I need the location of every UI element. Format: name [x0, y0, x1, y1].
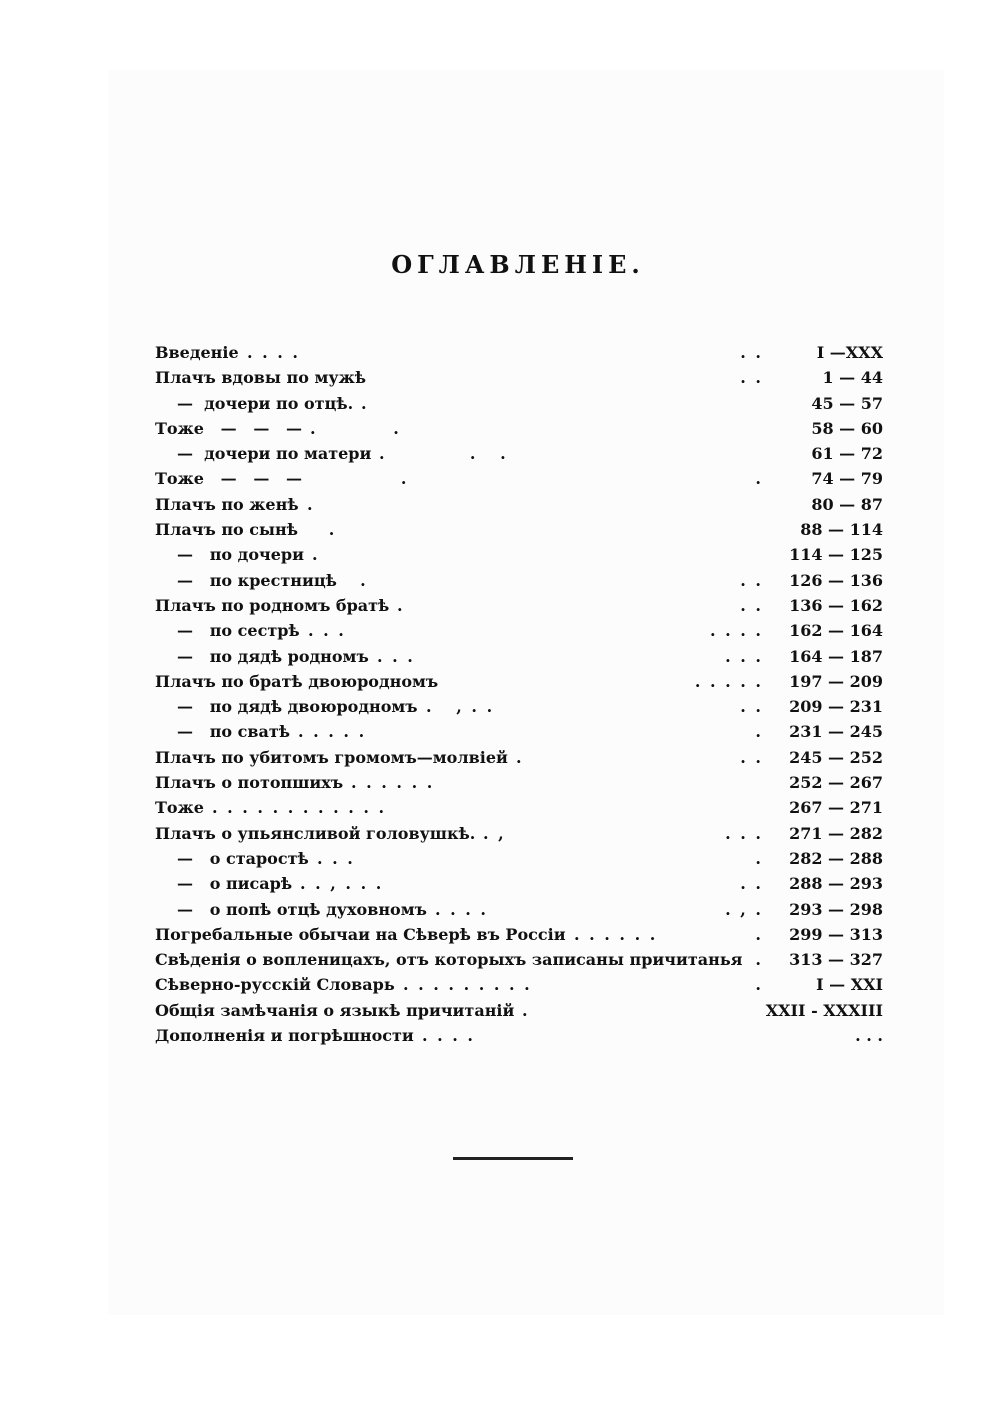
toc-leader-dots: . . . [317, 848, 355, 868]
toc-leader-dots: . . . [308, 621, 346, 641]
toc-entry-title: — по сестрѣ [177, 621, 300, 641]
toc-entry-title: Плачъ по родномъ братѣ [155, 595, 390, 615]
toc-entry-title: Плачъ по братѣ двоюродномъ [155, 671, 439, 691]
toc-entry-title: — по дочери [177, 545, 304, 565]
toc-row [155, 947, 883, 972]
toc-leader-dots: . . , . . . [300, 874, 384, 894]
toc-row [155, 897, 883, 922]
toc-leader-dots: . [516, 747, 524, 767]
toc-row [155, 669, 883, 694]
toc-row [155, 694, 883, 719]
toc-page-range: 231 — 245 [789, 722, 883, 742]
toc-leader-dots-end: . . [740, 368, 763, 388]
toc-leader-dots: . [306, 520, 337, 540]
toc-entry-title: Плачъ по убитомъ громомъ—молвіей [155, 747, 508, 767]
toc-leader-dots: . [361, 393, 369, 413]
toc-page-range: 61 — 72 [811, 444, 883, 464]
toc-entry-title: Плачъ вдовы по мужѣ [155, 368, 366, 388]
toc-page-range: 197 — 209 [789, 671, 883, 691]
toc-leader-dots: . [307, 494, 315, 514]
toc-row [155, 972, 883, 997]
toc-row [155, 871, 883, 896]
toc-page-range: 74 — 79 [811, 469, 883, 489]
toc-page-range: 267 — 271 [789, 798, 883, 818]
toc-leader-dots-end: . [755, 722, 763, 742]
toc-row [155, 719, 883, 744]
toc-leader-dots-end: . [755, 975, 763, 995]
toc-row [155, 492, 883, 517]
toc-row [155, 416, 883, 441]
toc-row [155, 821, 883, 846]
toc-entry-title: Плачъ по сынѣ [155, 520, 299, 540]
toc-row [155, 998, 883, 1023]
toc-leader-dots-end: . . . . . [694, 671, 763, 691]
toc-leader-dots-end: . , . [725, 899, 763, 919]
toc-leader-dots-end: . . [740, 570, 763, 590]
toc-page-range: 162 — 164 [789, 621, 883, 641]
toc-leader-dots-end: . [755, 950, 763, 970]
toc-page-range: 114 — 125 [789, 545, 883, 565]
toc-row [155, 542, 883, 567]
toc-entry-title: Плачъ о упьянсливой головушкѣ. [155, 823, 476, 843]
toc-entry-title: Свѣденія о вопленицахъ, отъ которыхъ записаны причитанья [155, 950, 743, 970]
toc-leader-dots: . [310, 469, 409, 489]
toc-leader-dots: . . . . [435, 899, 488, 919]
toc-leader-dots: . . . . . . . . . [403, 975, 532, 995]
toc-leader-dots: . , [483, 823, 506, 843]
toc-page-range: XXII - XXXIII [765, 1000, 883, 1020]
toc-page-range: 209 — 231 [789, 697, 883, 717]
toc-page-range: 164 — 187 [789, 646, 883, 666]
toc-row [155, 593, 883, 618]
toc-entry-title: — о старостѣ [177, 848, 309, 868]
toc-page-range: 136 — 162 [789, 595, 883, 615]
toc-entry-title: Сѣверно-русскій Словарь [155, 975, 395, 995]
toc-page-range: 252 — 267 [789, 773, 883, 793]
toc-page-range: 45 — 57 [811, 393, 883, 413]
toc-leader-dots-end: . . [740, 343, 763, 362]
toc-page-range: 80 — 87 [811, 494, 883, 514]
toc-page-range: 299 — 313 [789, 924, 883, 944]
toc-page-range: 282 — 288 [789, 848, 883, 868]
toc-leader-dots: . . . . . . [351, 773, 435, 793]
toc-entry-title: — о писарѣ [177, 874, 293, 894]
toc-page-range: 126 — 136 [789, 570, 883, 590]
toc-row [155, 770, 883, 795]
toc-entry-title: Введеніе [155, 343, 239, 362]
toc-page-range: 293 — 298 [789, 899, 883, 919]
toc-entry-title: — по крестницѣ [177, 570, 337, 590]
toc-entry-title: — дочери по матери [177, 444, 372, 464]
toc-page-range: . . . [855, 1026, 883, 1046]
closing-rule [453, 1157, 573, 1160]
table-of-contents [155, 340, 883, 1048]
toc-entry-title: Тоже — — — [155, 469, 303, 489]
toc-row [155, 568, 883, 593]
toc-page-range: 245 — 252 [789, 747, 883, 767]
toc-row [155, 922, 883, 947]
toc-row [155, 517, 883, 542]
toc-entry-title: Общія замѣчанія о языкѣ причитаній [155, 1000, 515, 1020]
toc-leader-dots: . [522, 1000, 530, 1020]
toc-page-range: I — XXI [816, 975, 883, 995]
toc-row [155, 618, 883, 643]
toc-leader-dots-end: . . [740, 595, 763, 615]
toc-leader-dots-end: . . [740, 874, 763, 894]
toc-leader-dots: . . [310, 418, 401, 438]
toc-leader-dots-end: . [755, 469, 763, 489]
toc-row [155, 340, 883, 365]
toc-row [155, 441, 883, 466]
toc-leader-dots: . . . [379, 444, 508, 464]
toc-entry-title: — дочери по отцѣ. [177, 393, 354, 413]
toc-row [155, 365, 883, 390]
toc-page-range: 58 — 60 [811, 418, 883, 438]
toc-leader-dots-end: . . . . [710, 621, 763, 641]
toc-leader-dots-end: . . [740, 747, 763, 767]
toc-leader-dots: . . . . . [298, 722, 367, 742]
toc-leader-dots: . . . . . . . . . . . . [212, 798, 387, 818]
toc-page-range: 88 — 114 [800, 520, 883, 540]
toc-leader-dots-end: . . [740, 697, 763, 717]
toc-row [155, 1023, 883, 1048]
toc-row [155, 391, 883, 416]
toc-entry-title: — по дядѣ двоюродномъ [177, 697, 418, 717]
page-title: ОГЛАВЛЕНІЕ. [391, 250, 645, 279]
toc-page-range: I —XXX [816, 343, 883, 362]
toc-entry-title: Плачъ о потопшихъ [155, 773, 344, 793]
toc-row [155, 644, 883, 669]
toc-leader-dots: . . . . . . [574, 924, 658, 944]
toc-page-range: 1 — 44 [822, 368, 883, 388]
toc-leader-dots: . [345, 570, 368, 590]
toc-page-range: 288 — 293 [789, 874, 883, 894]
toc-leader-dots-end: . . . [725, 823, 763, 843]
toc-row [155, 745, 883, 770]
toc-leader-dots: . [312, 545, 320, 565]
toc-leader-dots-end: . [755, 848, 763, 868]
toc-entry-title: Тоже [155, 798, 204, 818]
toc-page-range: 313 — 327 [789, 950, 883, 970]
toc-entry-title: Погребальные обычаи на Сѣверѣ въ Россіи [155, 924, 566, 944]
toc-entry-title: — по дядѣ родномъ [177, 646, 369, 666]
toc-entry-title: Тоже — — — [155, 418, 303, 438]
toc-leader-dots: . , . . [426, 697, 495, 717]
toc-leader-dots: . . . [377, 646, 415, 666]
toc-entry-title: — по сватѣ [177, 722, 291, 742]
toc-entry-title: Плачъ по женѣ [155, 494, 299, 514]
toc-leader-dots: . . . . [422, 1026, 475, 1046]
toc-leader-dots: . [397, 595, 405, 615]
toc-entry-title: Дополненія и погрѣшности [155, 1026, 414, 1046]
toc-leader-dots-end: . . . [725, 646, 763, 666]
toc-leader-dots: . . . . [247, 343, 300, 362]
toc-leader-dots-end: . [755, 924, 763, 944]
toc-entry-title: — о попѣ отцѣ духовномъ [177, 899, 427, 919]
toc-row [155, 846, 883, 871]
toc-page-range: 271 — 282 [789, 823, 883, 843]
toc-row [155, 795, 883, 820]
toc-row [155, 466, 883, 491]
